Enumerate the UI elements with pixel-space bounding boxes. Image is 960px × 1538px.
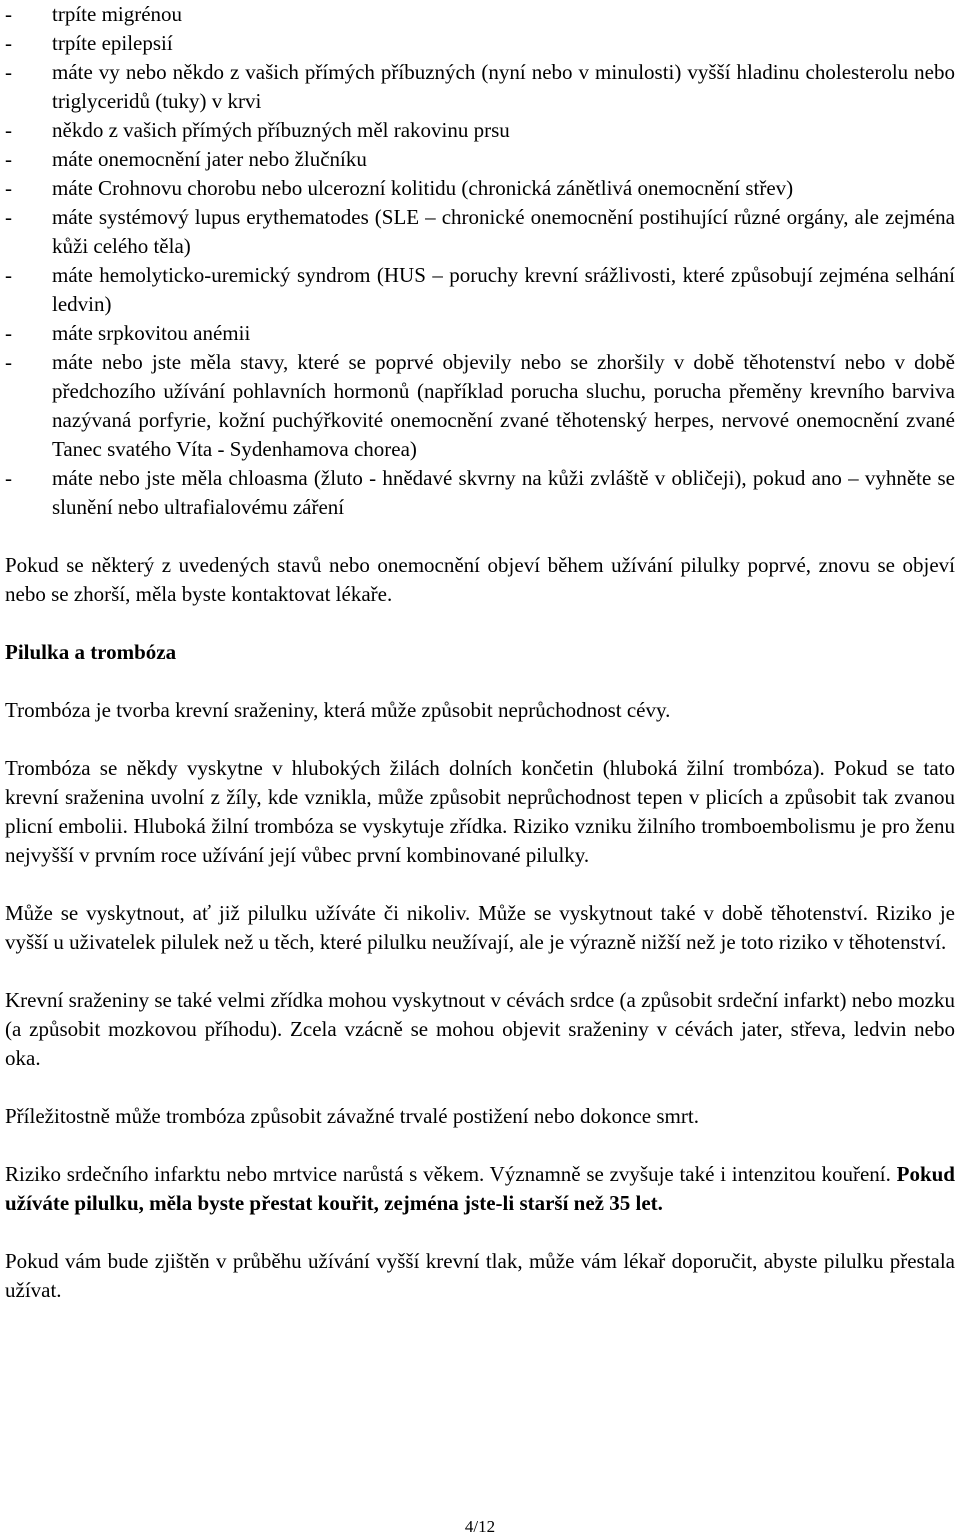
paragraph-blood-pressure: Pokud vám bude zjištěn v průběhu užívání vyšší krevní tlak, může vám lékař doporučit, abyste pilulku přestala užívat.: [5, 1249, 955, 1302]
list-item: [5, 203, 955, 261]
list-item-text: máte Crohnovu chorobu nebo ulcerozní kolitidu (chronická zánětlivá onemocnění střev): [52, 176, 794, 200]
list-item-text: máte nebo jste měla stavy, které se poprvé objevily nebo se zhoršily v době těhotenství nebo v době předchozího užívání pohlavních hormonů (například porucha sluchu, porucha přeměny krevního barviva nazývaná porfyrie, kožní puchýřkovité onemocnění zvané těhotenský herpes, nervové onemocnění zvané Tanec svatého Víta - Sydenhamova chorea): [52, 350, 955, 461]
list-item-text: někdo z vašich přímých příbuzných měl rakovinu prsu: [52, 118, 510, 142]
smoking-warning: Pokud užíváte pilulku, měla byste přestat kouřit, zejména jste-li starší než 35 let.: [5, 1162, 955, 1215]
list-dash: -: [5, 31, 12, 55]
paragraph-serious: Příležitostně může trombóza způsobit závažné trvalé postižení nebo dokonce smrt.: [5, 1104, 699, 1128]
list-item-text: máte onemocnění jater nebo žlučníku: [52, 147, 367, 171]
list-item-text: máte vy nebo někdo z vašich přímých příbuzných (nyní nebo v minulosti) vyšší hladinu cholesterolu nebo triglyceridů (tuky) v krvi: [52, 60, 955, 113]
list-item: [5, 261, 955, 319]
page-number: 4/12: [464, 1517, 496, 1536]
list-item: [5, 464, 955, 522]
document-page: [5, 0, 955, 1305]
list-item: [5, 0, 955, 29]
list-dash: -: [5, 2, 12, 26]
list-item-text: máte systémový lupus erythematodes (SLE – chronické onemocnění postihující různé orgány, ale zejména kůži celého těla): [52, 205, 955, 258]
list-dash: -: [5, 205, 12, 229]
list-dash: -: [5, 176, 12, 200]
list-dash: -: [5, 147, 12, 171]
paragraph-heart-brain: Krevní sraženiny se také velmi zřídka mohou vyskytnout v cévách srdce (a způsobit srdeční infarkt) nebo mozku (a způsobit mozkovou příhodu). Zcela vzácně se mohou objevit sraženiny v cévách jater, střeva, ledvin nebo oka.: [5, 988, 955, 1070]
list-item-text: máte nebo jste měla chloasma (žluto - hnědavé skvrny na kůži zvláště v obličeji), pokud ano – vyhněte se slunění nebo ultrafialovému záření: [52, 466, 955, 519]
list-item: [5, 319, 955, 348]
paragraph-definition: Trombóza je tvorba krevní sraženiny, která může způsobit neprůchodnost cévy.: [5, 698, 671, 722]
list-item-text: trpíte epilepsií: [52, 31, 173, 55]
list-item-text: máte srpkovitou anémii: [52, 321, 251, 345]
section-heading: Pilulka a trombóza: [5, 640, 177, 664]
list-dash: -: [5, 321, 12, 345]
paragraph-deep-vein: Trombóza se někdy vyskytne v hlubokých žilách dolních končetin (hluboká žilní trombóza). Pokud se tato krevní sraženina uvolní z žíly, kde vznikla, může způsobit neprůchodnost tepen v plicích a způsobit tak zvanou plicní embolii. Hluboká žilní trombóza se vyskytuje zřídka. Riziko vzniku žilního tromboembolismu je pro ženu nejvyšší v prvním roce užívání její vůbec první kombinované pilulky.: [5, 756, 955, 867]
list-item: [5, 348, 955, 464]
paragraph-contact-doctor: Pokud se některý z uvedených stavů nebo onemocnění objeví během užívání pilulky poprvé, znovu se objeví nebo se zhorší, měla byste kontaktovat lékaře.: [5, 553, 955, 606]
list-item: [5, 58, 955, 116]
list-item: [5, 145, 955, 174]
list-dash: -: [5, 263, 12, 287]
list-item: [5, 116, 955, 145]
paragraph-pregnancy: Může se vyskytnout, ať již pilulku užíváte či nikoliv. Může se vyskytnout také v době těhotenství. Riziko je vyšší u uživatelek pilulek než u těch, které pilulku neužívají, ale je výrazně nižší než je toto riziko v těhotenství.: [5, 901, 955, 954]
smoking-text: Riziko srdečního infarktu nebo mrtvice narůstá s věkem. Významně se zvyšuje také i intenzitou kouření.: [5, 1162, 897, 1186]
list-item-text: trpíte migrénou: [52, 2, 183, 26]
conditions-list: [5, 0, 955, 522]
list-dash: -: [5, 60, 12, 84]
list-item: [5, 29, 955, 58]
list-item: [5, 174, 955, 203]
list-dash: -: [5, 350, 12, 374]
paragraph-smoking: [5, 1160, 955, 1218]
list-dash: -: [5, 466, 12, 490]
list-item-text: máte hemolyticko-uremický syndrom (HUS – poruchy krevní srážlivosti, které způsobují zejména selhání ledvin): [52, 263, 955, 316]
list-dash: -: [5, 118, 12, 142]
